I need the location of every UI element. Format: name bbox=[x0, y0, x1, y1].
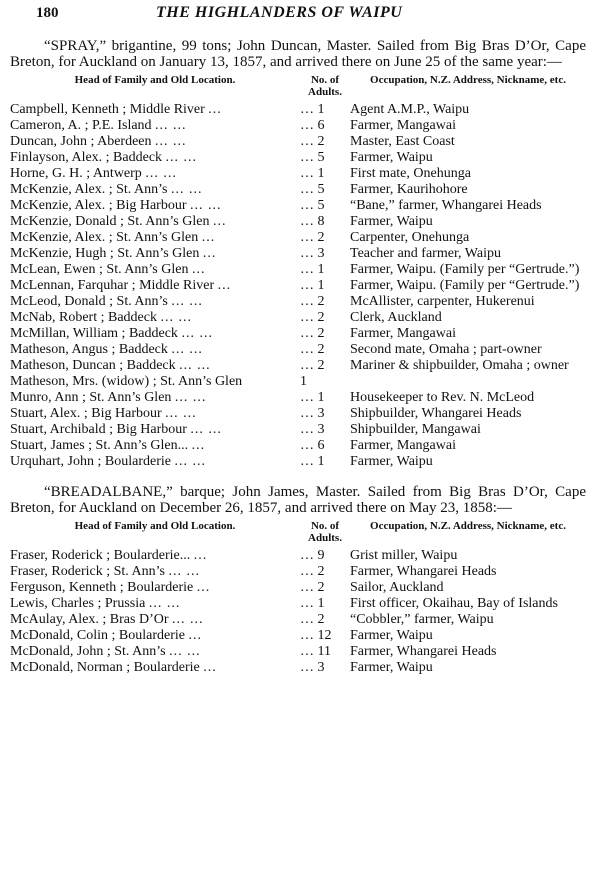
adults-count: … 12 bbox=[300, 628, 332, 643]
running-title: THE HIGHLANDERS OF WAIPU bbox=[156, 4, 403, 21]
list-item bbox=[10, 262, 586, 278]
list-item bbox=[10, 166, 586, 182]
family-name-text: McAulay, Alex. ; Bras D’Or bbox=[10, 612, 169, 627]
family-name-text: Horne, G. H. ; Antwerp bbox=[10, 166, 142, 181]
list-item bbox=[10, 198, 586, 214]
occupation: Teacher and farmer, Waipu bbox=[350, 246, 501, 261]
family-name-text: Stuart, James ; St. Ann’s Glen... bbox=[10, 438, 189, 453]
leader-dots: ... bbox=[191, 438, 206, 453]
occupation: Farmer, Whangarei Heads bbox=[350, 564, 497, 579]
family-name-text: Lewis, Charles ; Prussia bbox=[10, 596, 146, 611]
family-name-text: Matheson, Angus ; Baddeck bbox=[10, 342, 168, 357]
adults-count: … 3 bbox=[300, 422, 325, 437]
family-name bbox=[10, 422, 300, 438]
family-name bbox=[10, 326, 300, 342]
occupation bbox=[350, 374, 586, 390]
adults-value: 2 bbox=[317, 310, 325, 325]
occupation: Master, East Coast bbox=[350, 134, 455, 149]
family-name bbox=[10, 246, 300, 262]
leader-dots: ... ... bbox=[148, 596, 181, 611]
list-item bbox=[10, 150, 586, 166]
list-item bbox=[10, 294, 586, 310]
family-name-text: McDonald, John ; St. Ann’s bbox=[10, 644, 166, 659]
adults-value: 1 bbox=[317, 166, 325, 181]
adults-value: 6 bbox=[317, 438, 325, 453]
adults-count: … 1 bbox=[300, 102, 325, 117]
family-name-text: McDonald, Colin ; Boularderie bbox=[10, 628, 185, 643]
family-name bbox=[10, 278, 300, 294]
header-head-of-family: Head of Family and Old Location. bbox=[74, 74, 236, 86]
adults-value: 2 bbox=[317, 230, 325, 245]
adults-value: 2 bbox=[317, 134, 325, 149]
occupation: Farmer, Waipu bbox=[350, 150, 433, 165]
adults-count: … 3 bbox=[300, 406, 325, 421]
family-name bbox=[10, 310, 300, 326]
family-name-text: McKenzie, Alex. ; St. Ann’s bbox=[10, 182, 168, 197]
occupation: “Bane,” farmer, Whangarei Heads bbox=[350, 198, 542, 213]
list-item bbox=[10, 580, 586, 596]
leader-dots: ... ... bbox=[174, 390, 207, 405]
list-item bbox=[10, 548, 586, 564]
family-name bbox=[10, 294, 300, 310]
list-item bbox=[10, 660, 586, 676]
list-item bbox=[10, 278, 586, 294]
adults-count: … 11 bbox=[300, 644, 331, 659]
family-name bbox=[10, 548, 300, 564]
header-occupation: Occupation, N.Z. Address, Nickname, etc. bbox=[370, 520, 566, 532]
adults-count: … 2 bbox=[300, 134, 325, 149]
leader-dots: ... bbox=[212, 214, 227, 229]
list-item bbox=[10, 406, 586, 422]
adults-count: … 2 bbox=[300, 358, 325, 373]
adults-value: 1 bbox=[317, 454, 325, 469]
leader-dots: ... ... bbox=[160, 310, 192, 325]
family-name bbox=[10, 580, 300, 596]
adults-value: 2 bbox=[317, 612, 325, 627]
leader-dots: ... ... bbox=[168, 564, 200, 579]
adults-count: … 2 bbox=[300, 294, 325, 309]
adults-value: 1 bbox=[317, 390, 325, 405]
list-item bbox=[10, 214, 586, 230]
adults-value: 5 bbox=[317, 150, 325, 165]
occupation: Farmer, Waipu bbox=[350, 454, 433, 469]
occupation: Sailor, Auckland bbox=[350, 580, 444, 595]
list-item bbox=[10, 358, 586, 374]
family-name bbox=[10, 214, 300, 230]
list-item bbox=[10, 564, 586, 580]
occupation: Grist miller, Waipu bbox=[350, 548, 458, 563]
family-name bbox=[10, 564, 300, 580]
family-name bbox=[10, 454, 300, 470]
adults-count: … 6 bbox=[300, 438, 325, 453]
adults-count: … 3 bbox=[300, 246, 325, 261]
adults-count: … 1 bbox=[300, 166, 325, 181]
occupation: Shipbuilder, Mangawai bbox=[350, 422, 481, 437]
list-item bbox=[10, 310, 586, 326]
occupation: Clerk, Auckland bbox=[350, 310, 442, 325]
occupation: Agent A.M.P., Waipu bbox=[350, 102, 470, 117]
occupation: Shipbuilder, Whangarei Heads bbox=[350, 406, 522, 421]
adults-count: … 9 bbox=[300, 548, 325, 563]
leader-dots: ... ... bbox=[155, 118, 187, 133]
family-name bbox=[10, 660, 300, 676]
family-name-text: Fraser, Roderick ; Boularderie... bbox=[10, 548, 191, 563]
occupation: “Cobbler,” farmer, Waipu bbox=[350, 612, 494, 627]
adults-count: … 1 bbox=[300, 390, 325, 405]
list-item bbox=[10, 246, 586, 262]
family-name bbox=[10, 342, 300, 358]
family-name-text: McLeod, Donald ; St. Ann’s bbox=[10, 294, 168, 309]
occupation: Carpenter, Onehunga bbox=[350, 230, 470, 245]
occupation: Farmer, Waipu bbox=[350, 628, 433, 643]
adults-value: 3 bbox=[317, 422, 325, 437]
leader-dots: ... ... bbox=[181, 326, 213, 341]
adults-count: … 2 bbox=[300, 612, 325, 627]
occupation: Second mate, Omaha ; part-owner bbox=[350, 342, 542, 357]
family-name bbox=[10, 134, 300, 150]
leader-dots: ... ... bbox=[190, 198, 222, 213]
family-name-text: McMillan, William ; Baddeck bbox=[10, 326, 178, 341]
ship-section bbox=[10, 484, 586, 676]
header-adults: No. of Adults. bbox=[308, 74, 342, 98]
leader-dots: ... ... bbox=[190, 422, 222, 437]
list-item bbox=[10, 390, 586, 406]
family-name-text: McKenzie, Donald ; St. Ann’s Glen bbox=[10, 214, 210, 229]
list-item bbox=[10, 374, 586, 390]
leader-dots: ... bbox=[217, 278, 232, 293]
family-name bbox=[10, 596, 300, 612]
occupation: Farmer, Mangawai bbox=[350, 118, 456, 133]
page-number: 180 bbox=[36, 5, 59, 21]
adults-value: 3 bbox=[317, 660, 325, 675]
occupation: First officer, Okaihau, Bay of Islands bbox=[350, 596, 558, 611]
header-head-of-family: Head of Family and Old Location. bbox=[74, 520, 236, 532]
occupation: Farmer, Whangarei Heads bbox=[350, 644, 497, 659]
family-name-text: McKenzie, Hugh ; St. Ann’s Glen bbox=[10, 246, 200, 261]
family-name-text: Campbell, Kenneth ; Middle River bbox=[10, 102, 205, 117]
family-name bbox=[10, 374, 300, 390]
list-item bbox=[10, 182, 586, 198]
family-name-text: Cameron, A. ; P.E. Island bbox=[10, 118, 152, 133]
adults-count: … 1 bbox=[300, 278, 325, 293]
list-item bbox=[10, 230, 586, 246]
adults-count: … 8 bbox=[300, 214, 325, 229]
leader-dots: ... ... bbox=[171, 342, 203, 357]
family-name bbox=[10, 102, 300, 118]
header-adults: No. of Adults. bbox=[308, 520, 342, 544]
leader-dots: ... ... bbox=[165, 150, 198, 165]
adults-value: 1 bbox=[317, 596, 325, 611]
adults-count: … 3 bbox=[300, 660, 325, 675]
family-name bbox=[10, 612, 300, 628]
family-name bbox=[10, 438, 300, 454]
list-item bbox=[10, 628, 586, 644]
adults-value: 1 bbox=[317, 262, 325, 277]
family-name bbox=[10, 628, 300, 644]
leader-dots: ... ... bbox=[169, 644, 201, 659]
adults-count: … 2 bbox=[300, 230, 325, 245]
family-name-text: Fraser, Roderick ; St. Ann’s bbox=[10, 564, 165, 579]
adults-count: … 5 bbox=[300, 150, 325, 165]
adults-value: 3 bbox=[317, 406, 325, 421]
list-item bbox=[10, 454, 586, 470]
occupation: Farmer, Waipu bbox=[350, 660, 433, 675]
leader-dots: ... ... bbox=[172, 612, 204, 627]
adults-value: 11 bbox=[317, 644, 331, 659]
adults-count: … 6 bbox=[300, 118, 325, 133]
adults-value: 1 bbox=[300, 374, 307, 389]
leader-dots: ... bbox=[202, 246, 217, 261]
family-name-text: Finlayson, Alex. ; Baddeck bbox=[10, 150, 163, 165]
list-item bbox=[10, 422, 586, 438]
family-name bbox=[10, 150, 300, 166]
adults-value: 8 bbox=[317, 214, 325, 229]
leader-dots: ... bbox=[201, 230, 216, 245]
family-name-text: McKenzie, Alex. ; St. Ann’s Glen bbox=[10, 230, 199, 245]
occupation: Mariner & shipbuilder, Omaha ; owner bbox=[350, 358, 569, 373]
list-item bbox=[10, 342, 586, 358]
adults-value: 3 bbox=[317, 246, 325, 261]
adults-count: … 2 bbox=[300, 580, 325, 595]
ship-intro: “SPRAY,” brigantine, 99 tons; John Duncan, Master. Sailed from Big Bras D’Or, Cape Breton, for Auckland on January 13, 1857, and arrived there on June 25 of the same year:— bbox=[10, 38, 586, 70]
family-name-text: McKenzie, Alex. ; Big Harbour bbox=[10, 198, 187, 213]
adults-count: … 5 bbox=[300, 182, 325, 197]
adults-count: … 2 bbox=[300, 310, 325, 325]
adults-value: 2 bbox=[317, 294, 325, 309]
family-name-text: Matheson, Duncan ; Baddeck bbox=[10, 358, 176, 373]
family-name bbox=[10, 262, 300, 278]
leader-dots: ... bbox=[196, 580, 211, 595]
adults-value: 6 bbox=[317, 118, 325, 133]
adults-count: … 1 bbox=[300, 262, 325, 277]
leader-dots: ... ... bbox=[179, 358, 211, 373]
adults-count: … 2 bbox=[300, 342, 325, 357]
family-name-text: McDonald, Norman ; Boularderie bbox=[10, 660, 200, 675]
family-name-text: Munro, Ann ; St. Ann’s Glen bbox=[10, 390, 172, 405]
ship-lists bbox=[10, 38, 586, 676]
adults-value: 12 bbox=[317, 628, 332, 643]
occupation: McAllister, carpenter, Hukerenui bbox=[350, 294, 535, 309]
family-name-text: Matheson, Mrs. (widow) ; St. Ann’s Glen bbox=[10, 374, 243, 389]
family-name-text: McLennan, Farquhar ; Middle River bbox=[10, 278, 215, 293]
adults-value: 2 bbox=[317, 342, 325, 357]
family-name bbox=[10, 390, 300, 406]
leader-dots: ... ... bbox=[155, 134, 187, 149]
column-headers bbox=[10, 74, 586, 98]
leader-dots: ... bbox=[188, 628, 202, 643]
ship-section bbox=[10, 38, 586, 470]
leader-dots: ... ... bbox=[165, 406, 197, 421]
ship-intro: “BREADALBANE,” barque; John James, Master. Sailed from Big Bras D’Or, Cape Breton, for Auckland on December 26, 1857, and arrived there on May 23, 1858:— bbox=[10, 484, 586, 516]
occupation: Farmer, Waipu. (Family per “Gertrude.”) bbox=[350, 278, 580, 293]
family-name bbox=[10, 230, 300, 246]
family-name-text: Stuart, Archibald ; Big Harbour bbox=[10, 422, 187, 437]
family-name bbox=[10, 118, 300, 134]
family-name bbox=[10, 182, 300, 198]
list-item bbox=[10, 326, 586, 342]
family-name-text: McLean, Ewen ; St. Ann’s Glen bbox=[10, 262, 189, 277]
occupation: Farmer, Kaurihohore bbox=[350, 182, 468, 197]
adults-count: … 2 bbox=[300, 564, 325, 579]
header-occupation: Occupation, N.Z. Address, Nickname, etc. bbox=[370, 74, 566, 86]
leader-dots: ... ... bbox=[145, 166, 177, 181]
list-item bbox=[10, 118, 586, 134]
occupation: First mate, Onehunga bbox=[350, 166, 471, 181]
list-item bbox=[10, 438, 586, 454]
adults-value: 1 bbox=[317, 102, 325, 117]
page-header bbox=[10, 0, 586, 30]
family-name-text: Ferguson, Kenneth ; Boularderie bbox=[10, 580, 194, 595]
adults-value: 2 bbox=[317, 564, 325, 579]
leader-dots: ... ... bbox=[171, 294, 203, 309]
adults-count bbox=[300, 374, 350, 390]
adults-value: 9 bbox=[317, 548, 325, 563]
occupation: Farmer, Waipu. (Family per “Gertrude.”) bbox=[350, 262, 580, 277]
list-item bbox=[10, 596, 586, 612]
leader-dots: ... ... bbox=[171, 182, 203, 197]
family-name-text: McNab, Robert ; Baddeck bbox=[10, 310, 157, 325]
occupation: Farmer, Mangawai bbox=[350, 326, 456, 341]
family-name bbox=[10, 198, 300, 214]
family-name bbox=[10, 644, 300, 660]
adults-value: 1 bbox=[317, 278, 325, 293]
leader-dots: ... ... bbox=[174, 454, 206, 469]
adults-value: 2 bbox=[317, 580, 325, 595]
family-name-text: Stuart, Alex. ; Big Harbour bbox=[10, 406, 162, 421]
family-name-text: Urquhart, John ; Boularderie bbox=[10, 454, 171, 469]
leader-dots: ... bbox=[191, 262, 206, 277]
family-name-text: Duncan, John ; Aberdeen bbox=[10, 134, 152, 149]
list-item bbox=[10, 134, 586, 150]
adults-value: 2 bbox=[317, 326, 325, 341]
leader-dots: ... bbox=[193, 548, 208, 563]
leader-dots: ... bbox=[208, 102, 222, 117]
adults-count: … 2 bbox=[300, 326, 325, 341]
family-name bbox=[10, 166, 300, 182]
adults-value: 5 bbox=[317, 198, 325, 213]
adults-count: … 1 bbox=[300, 454, 325, 469]
adults-value: 2 bbox=[317, 358, 325, 373]
adults-count: … 1 bbox=[300, 596, 325, 611]
list-item bbox=[10, 612, 586, 628]
leader-dots: ... bbox=[203, 660, 217, 675]
family-name bbox=[10, 358, 300, 374]
occupation: Housekeeper to Rev. N. McLeod bbox=[350, 390, 535, 405]
occupation: Farmer, Mangawai bbox=[350, 438, 456, 453]
occupation: Farmer, Waipu bbox=[350, 214, 433, 229]
family-name bbox=[10, 406, 300, 422]
adults-count: … 5 bbox=[300, 198, 325, 213]
list-item bbox=[10, 102, 586, 118]
adults-value: 5 bbox=[317, 182, 325, 197]
list-item bbox=[10, 644, 586, 660]
column-headers bbox=[10, 520, 586, 544]
